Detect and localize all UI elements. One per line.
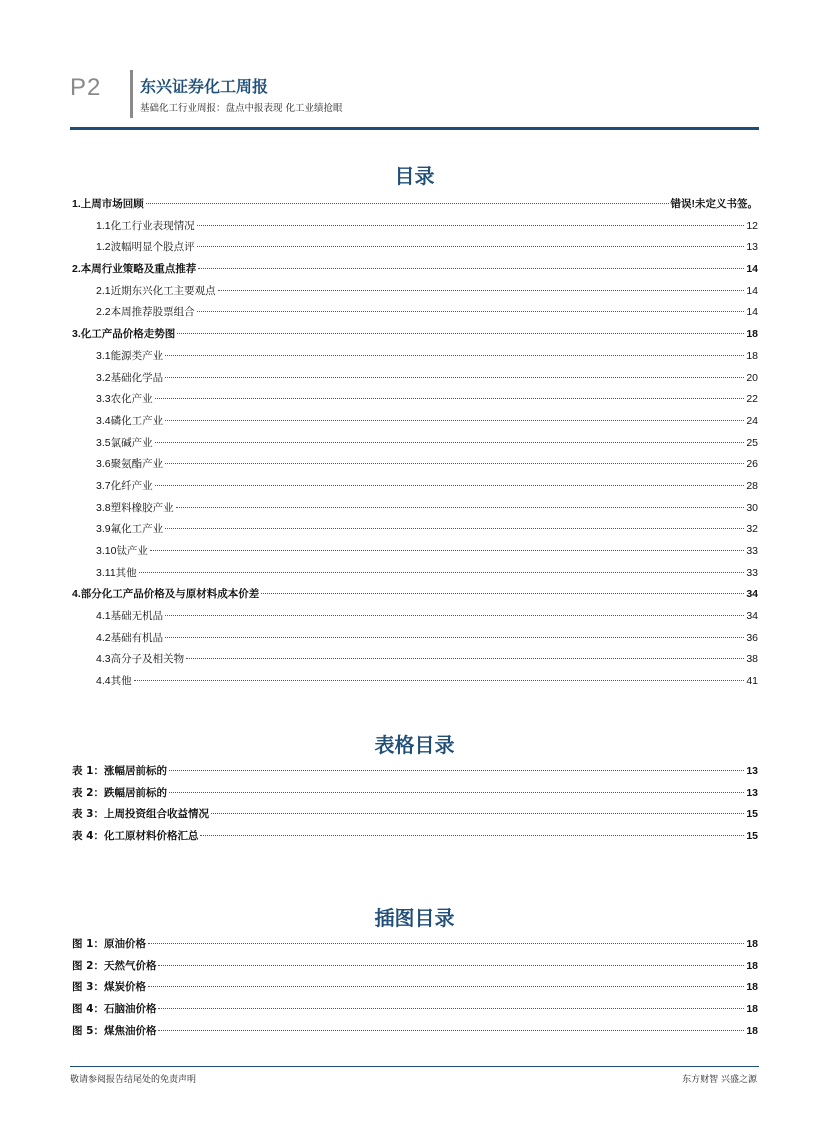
- figure-list-entry-label: 图 5：煤焦油价格: [72, 1024, 157, 1037]
- tables-list: [72, 763, 758, 850]
- toc-entry-label: 能源类产业: [110, 349, 164, 362]
- toc-entry[interactable]: [72, 565, 758, 587]
- toc-entry[interactable]: [72, 239, 758, 261]
- table-list-entry-page: 15: [746, 808, 758, 821]
- toc-entry-page: 36: [746, 631, 758, 644]
- toc-entry-label: 化工行业表现情况: [110, 219, 195, 232]
- toc-entry-number: 4.3: [96, 653, 111, 666]
- figure-list-entry[interactable]: [72, 1001, 758, 1023]
- table-list-leader-dots: [169, 769, 744, 771]
- toc-entry-label: 本周行业策略及重点推荐: [80, 263, 197, 276]
- toc-leader-dots: [197, 310, 745, 312]
- toc-entry-number: 3.3: [96, 393, 111, 406]
- toc-entry[interactable]: [72, 261, 758, 283]
- toc-entry-label: 上周市场回顾: [80, 198, 144, 210]
- toc-leader-dots: [150, 549, 744, 551]
- toc-leader-dots: [165, 419, 744, 421]
- toc-entry-page: 13: [746, 241, 758, 254]
- toc-leader-dots: [165, 354, 744, 356]
- toc-leader-dots: [165, 462, 744, 464]
- toc-leader-dots: [165, 527, 744, 529]
- toc-entry-number: 3.2: [96, 371, 111, 384]
- toc-entry-number: 3.8: [96, 501, 111, 514]
- toc-entry-number: 2.1: [96, 284, 111, 297]
- toc-entry-page: 41: [746, 675, 758, 688]
- toc-entry[interactable]: [72, 630, 758, 652]
- figures-title: 插图目录: [374, 906, 455, 930]
- figure-list-entry-page: 18: [746, 938, 758, 950]
- toc-entry-page: 22: [746, 393, 758, 406]
- table-list-entry-label: 表 2：跌幅居前标的: [72, 786, 167, 799]
- toc-entry[interactable]: [72, 543, 758, 565]
- figure-list-entry-page: 18: [746, 1024, 758, 1037]
- header-rule: [70, 127, 759, 130]
- toc-entry-label: 高分子及相关物: [110, 653, 185, 666]
- toc-entry-label: 基础无机品: [110, 610, 164, 623]
- table-list-entry-page: 13: [746, 765, 758, 777]
- footer-disclaimer: 敬请参阅报告结尾处的免责声明: [70, 1075, 197, 1085]
- toc-entry-label: 聚氨酯产业: [110, 458, 164, 471]
- table-list-entry-page: 13: [746, 786, 758, 799]
- toc-entry[interactable]: [72, 196, 758, 218]
- toc-entry-page: 30: [746, 501, 758, 514]
- toc-entry[interactable]: [72, 435, 758, 457]
- toc-entry-page: 38: [746, 653, 758, 666]
- toc-leader-dots: [134, 679, 745, 681]
- toc-entry[interactable]: [72, 673, 758, 695]
- toc-entry[interactable]: [72, 456, 758, 478]
- toc-entry-page: 20: [746, 371, 758, 384]
- toc-entry-number: 1.1: [96, 219, 111, 232]
- toc-leader-dots: [155, 441, 745, 443]
- toc-entry-label: 波幅明显个股点评: [110, 241, 195, 254]
- toc-entry-page: 34: [746, 610, 758, 623]
- toc-entry-number: 4.1: [96, 610, 111, 623]
- toc-entry-number: 2.: [72, 263, 81, 276]
- toc-leader-dots: [165, 636, 744, 638]
- toc-entry-number: 1.2: [96, 241, 111, 254]
- toc-entry[interactable]: [72, 500, 758, 522]
- figure-list-entry-label: 图 2：天然气价格: [72, 959, 157, 972]
- toc-entry-label: 钛产业: [116, 545, 148, 557]
- toc-entry-page: 18: [746, 328, 758, 341]
- toc-entry-page: 错误!未定义书签。: [670, 198, 758, 210]
- figure-list-leader-dots: [158, 964, 744, 966]
- toc-entry-page: 14: [746, 284, 758, 297]
- toc-entry-label: 氯碱产业: [110, 436, 153, 449]
- toc-entry-page: 26: [746, 458, 758, 471]
- toc-entry-page: 28: [746, 479, 758, 492]
- header-divider: [130, 70, 133, 118]
- toc-leader-dots: [197, 245, 745, 247]
- figure-list-entry[interactable]: [72, 936, 758, 958]
- toc-leader-dots: [218, 289, 745, 291]
- table-list-entry-label: 表 1：涨幅居前标的: [72, 765, 167, 777]
- toc-title: 目录: [394, 164, 435, 188]
- toc-entry-page: 14: [746, 306, 758, 319]
- table-list-entry-label: 表 3：上周投资组合收益情况: [72, 808, 209, 821]
- toc-entry-label: 本周推荐股票组合: [110, 306, 195, 319]
- table-list-entry[interactable]: [72, 828, 758, 850]
- figure-list-entry-page: 18: [746, 959, 758, 972]
- toc-leader-dots: [186, 657, 744, 659]
- figure-list-entry[interactable]: [72, 979, 758, 1001]
- figures-list: [72, 936, 758, 1044]
- toc-entry[interactable]: [72, 413, 758, 435]
- toc-leader-dots: [197, 224, 745, 226]
- figure-list-entry-label: 图 1：原油价格: [72, 938, 146, 950]
- toc-leader-dots: [176, 506, 745, 508]
- toc-entry-number: 4.2: [96, 631, 111, 644]
- toc-entry-label: 塑料橡胶产业: [110, 501, 174, 514]
- toc-leader-dots: [155, 484, 745, 486]
- toc-entry-page: 33: [746, 545, 758, 557]
- report-series-title: 东兴证券化工周报: [140, 77, 269, 96]
- table-list-entry[interactable]: [72, 785, 758, 807]
- toc-entry[interactable]: [72, 521, 758, 543]
- toc-entry[interactable]: [72, 608, 758, 630]
- toc-leader-dots: [139, 571, 745, 573]
- figure-list-leader-dots: [158, 1029, 744, 1031]
- toc-leader-dots: [165, 614, 744, 616]
- toc-entry-number: 3.10: [96, 545, 117, 557]
- toc-entry-number: 3.7: [96, 479, 111, 492]
- footer-rule: [70, 1066, 759, 1067]
- page-number: P2: [70, 74, 102, 101]
- toc-entry-label: 基础化学品: [110, 371, 164, 384]
- toc-entry-page: 33: [746, 566, 758, 579]
- toc-entry[interactable]: [72, 391, 758, 413]
- toc-entry-label: 近期东兴化工主要观点: [110, 284, 216, 297]
- toc-entry-label: 氟化工产业: [110, 523, 164, 536]
- toc-entry-label: 磷化工产业: [110, 414, 164, 427]
- footer-slogan: 东方财智 兴盛之源: [682, 1075, 757, 1085]
- toc-entry-page: 24: [746, 414, 758, 427]
- toc-entry-page: 32: [746, 523, 758, 536]
- toc-entry-label: 其他: [110, 675, 132, 688]
- toc-entry-number: 3.11: [96, 566, 116, 579]
- tables-title: 表格目录: [374, 733, 455, 757]
- toc-leader-dots: [198, 267, 744, 269]
- toc-entry-label: 化工产品价格走势图: [80, 328, 176, 341]
- figure-list-entry-label: 图 4：石脑油价格: [72, 1003, 157, 1016]
- toc-leader-dots: [146, 202, 669, 204]
- table-list-entry-label: 表 4：化工原材料价格汇总: [72, 830, 199, 843]
- toc-entry[interactable]: [72, 586, 758, 608]
- report-subtitle: 基础化工行业周报：盘点中报表现 化工业绩抢眼: [140, 103, 343, 114]
- table-list-entry[interactable]: [72, 763, 758, 785]
- figure-list-leader-dots: [148, 942, 744, 944]
- toc-entry[interactable]: [72, 478, 758, 500]
- toc-entry[interactable]: [72, 370, 758, 392]
- toc-list: [72, 196, 758, 695]
- toc-entry-label: 化纤产业: [110, 479, 153, 492]
- toc-entry[interactable]: [72, 651, 758, 673]
- toc-entry[interactable]: [72, 348, 758, 370]
- toc-entry-page: 25: [746, 436, 758, 449]
- table-list-leader-dots: [211, 812, 744, 814]
- toc-entry-number: 3.9: [96, 523, 111, 536]
- toc-leader-dots: [261, 592, 744, 594]
- table-list-entry-page: 15: [746, 830, 758, 843]
- toc-entry-number: 3.4: [96, 414, 111, 427]
- toc-entry-page: 12: [746, 219, 758, 232]
- toc-entry-label: 其他: [115, 566, 137, 579]
- toc-entry-number: 3.: [72, 328, 81, 341]
- figure-list-entry-page: 18: [746, 981, 758, 994]
- figure-list-entry[interactable]: [72, 958, 758, 980]
- toc-entry-number: 1.: [72, 198, 81, 210]
- toc-entry-number: 3.5: [96, 436, 111, 449]
- toc-entry-number: 2.2: [96, 306, 111, 319]
- table-list-entry[interactable]: [72, 806, 758, 828]
- toc-leader-dots: [177, 332, 744, 334]
- toc-entry-number: 3.1: [96, 349, 111, 362]
- toc-leader-dots: [155, 397, 745, 399]
- toc-entry-page: 18: [746, 349, 758, 362]
- toc-leader-dots: [165, 376, 744, 378]
- toc-entry[interactable]: [72, 283, 758, 305]
- toc-entry-label: 部分化工产品价格及与原材料成本价差: [80, 588, 260, 601]
- toc-entry-page: 34: [746, 588, 758, 601]
- toc-entry-page: 14: [746, 263, 758, 276]
- figure-list-entry-page: 18: [746, 1003, 758, 1016]
- figure-list-leader-dots: [148, 985, 744, 987]
- toc-entry-number: 3.6: [96, 458, 111, 471]
- toc-entry[interactable]: [72, 304, 758, 326]
- table-list-leader-dots: [200, 834, 744, 836]
- figure-list-leader-dots: [158, 1007, 744, 1009]
- figure-list-entry[interactable]: [72, 1023, 758, 1045]
- toc-entry-label: 农化产业: [110, 393, 153, 406]
- toc-entry[interactable]: [72, 218, 758, 240]
- toc-entry-number: 4.: [72, 588, 81, 601]
- table-list-leader-dots: [169, 791, 744, 793]
- figure-list-entry-label: 图 3：煤炭价格: [72, 981, 146, 994]
- toc-entry[interactable]: [72, 326, 758, 348]
- toc-entry-number: 4.4: [96, 675, 111, 688]
- toc-entry-label: 基础有机品: [110, 631, 164, 644]
